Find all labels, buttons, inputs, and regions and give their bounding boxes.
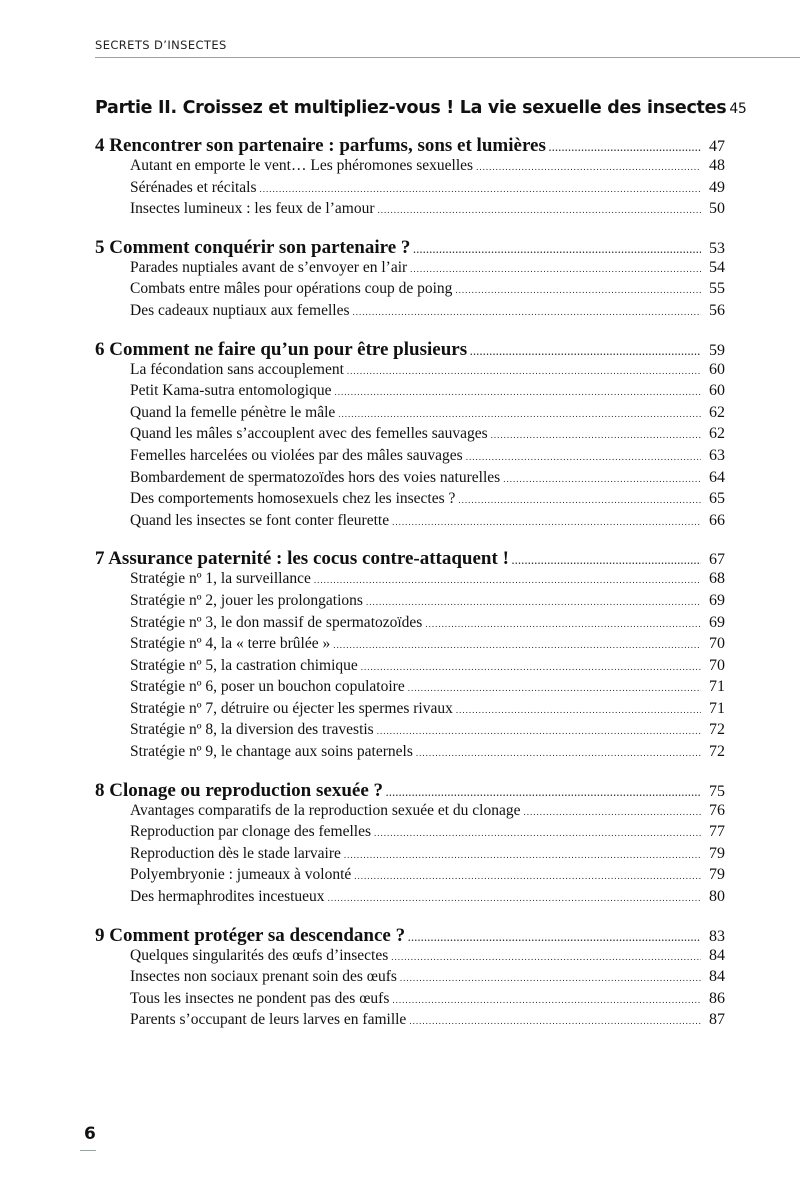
toc-entry-page: 62 (709, 403, 725, 421)
toc-entry-title: Reproduction dès le stade larvaire (130, 844, 341, 862)
toc-entry-page: 56 (709, 301, 725, 319)
toc-entry-title: Quand la femelle pénètre le mâle (130, 403, 336, 421)
dot-leader (455, 285, 701, 295)
toc-entry-page: 72 (709, 721, 725, 739)
page-number: 6 (84, 1124, 96, 1144)
toc-entry-title: Quand les insectes se font conter fleurette (130, 511, 390, 529)
toc-entry-page: 71 (709, 678, 725, 696)
toc-entry (95, 425, 725, 447)
toc-entry (95, 700, 725, 722)
toc-entry-title: Femelles harcelées ou violées par des mâles sauvages (130, 446, 463, 464)
toc-entry-title: Avantages comparatifs de la reproduction sexuée et du clonage (130, 801, 521, 819)
toc-entry (95, 570, 725, 592)
dot-leader (353, 307, 702, 317)
toc-entry-title: Stratégie nº 2, jouer les prolongations (130, 591, 363, 609)
toc-entry-page: 84 (709, 968, 725, 986)
dot-leader (354, 871, 701, 881)
toc-entry-page: 62 (709, 425, 725, 443)
toc-entry (95, 302, 725, 324)
toc-chapter-title: 4 Rencontrer son partenaire : parfums, sons et lumières (95, 135, 546, 156)
toc-entry-page: 84 (709, 946, 725, 964)
dot-leader (476, 162, 701, 172)
dot-leader (391, 952, 701, 962)
dot-leader (334, 387, 701, 397)
toc-entry (95, 259, 725, 281)
toc-entry-title: Bombardement de spermatozoïdes hors des voies naturelles (130, 468, 501, 486)
toc-entry-title: Quand les mâles s’accouplent avec des femelles sauvages (130, 425, 488, 443)
header-rule (95, 57, 800, 58)
toc-chapter (95, 237, 725, 259)
dot-leader (344, 850, 701, 860)
dot-leader (408, 683, 701, 693)
toc-chapter (95, 135, 725, 157)
dot-leader (466, 452, 701, 462)
toc-entry (95, 888, 725, 910)
toc-entry-title: Sérénades et récitals (130, 178, 257, 196)
toc-entry-page: 71 (709, 699, 725, 717)
toc-entry (95, 592, 725, 614)
toc-chapter-page: 83 (709, 927, 725, 945)
toc-entry (95, 469, 725, 491)
toc-entry (95, 490, 725, 512)
toc-entry-title: Des comportements homosexuels chez les insectes ? (130, 490, 456, 508)
toc-chapter-title: 5 Comment conquérir son partenaire ? (95, 236, 411, 258)
toc-entry-page: 70 (709, 635, 725, 653)
toc-entry-page: 69 (709, 613, 725, 631)
toc-part-heading (95, 98, 747, 124)
toc-entry-page: 80 (709, 888, 725, 906)
toc-entry-title: Stratégie nº 6, poser un bouchon copulatoire (130, 678, 405, 696)
toc-chapter-page: 75 (709, 782, 725, 800)
toc-entry-page: 48 (709, 157, 725, 174)
toc-entry-title: Quelques singularités des œufs d’insectes (130, 946, 389, 964)
toc-entry-title: Polyembryonie : jumeaux à volonté (130, 866, 352, 884)
dot-leader (366, 597, 701, 607)
toc-chapter-title: 8 Clonage ou reproduction sexuée ? (95, 779, 383, 801)
dot-leader (347, 366, 701, 376)
toc-entry-page: 86 (709, 989, 725, 1007)
toc-entry (95, 200, 725, 222)
toc-entry (95, 512, 725, 534)
dot-leader (491, 430, 701, 440)
dot-leader (524, 807, 702, 817)
toc-chapter (95, 548, 725, 570)
dot-leader (408, 933, 701, 943)
table-of-contents (95, 98, 747, 1033)
dot-leader (333, 640, 701, 650)
dot-leader (374, 828, 701, 838)
running-head: SECRETS D’INSECTES (95, 38, 227, 52)
dot-leader (377, 205, 701, 215)
toc-chapter-title: 6 Comment ne faire qu’un pour être plusieurs (95, 338, 468, 360)
dot-leader (503, 474, 701, 484)
toc-entry-title: Parades nuptiales avant de s’envoyer en l’air (130, 258, 408, 276)
toc-entry-page: 65 (709, 490, 725, 508)
toc-entry-page: 54 (709, 258, 725, 276)
dot-leader (410, 264, 701, 274)
toc-chapter-title: 9 Comment protéger sa descendance ? (95, 924, 406, 946)
toc-entry-title: Stratégie nº 8, la diversion des travestis (130, 721, 374, 739)
toc-entry-title: Stratégie nº 5, la castration chimique (130, 656, 358, 674)
toc-entry-page: 76 (709, 801, 725, 819)
toc-entry-page: 79 (709, 866, 725, 884)
toc-entry (95, 280, 725, 302)
dot-leader (392, 995, 701, 1005)
toc-entry-page: 50 (709, 200, 725, 218)
toc-entry-title: Des hermaphrodites incestueux (130, 888, 325, 906)
toc-entry-title: Tous les insectes ne pondent pas des œufs (130, 989, 390, 1007)
toc-entry-title: Stratégie nº 9, le chantage aux soins paternels (130, 743, 413, 761)
dot-leader (409, 1016, 701, 1026)
toc-entry (95, 866, 725, 888)
dot-leader (425, 619, 701, 629)
toc-entry-page: 63 (709, 446, 725, 464)
toc-entry-page: 66 (709, 511, 725, 529)
toc-entry-title: Petit Kama-sutra entomologique (130, 382, 332, 400)
toc-entry (95, 968, 725, 990)
toc-entry-page: 55 (709, 280, 725, 298)
chapter-list (95, 135, 725, 1033)
dot-leader (392, 517, 701, 527)
dot-leader (470, 347, 701, 357)
dot-leader (400, 973, 701, 983)
toc-entry (95, 404, 725, 426)
toc-entry-title: Parents s’occupant de leurs larves en famille (130, 1011, 407, 1029)
dot-leader (328, 893, 701, 903)
toc-entry (95, 361, 725, 383)
toc-entry-title: Stratégie nº 4, la « terre brûlée » (130, 635, 331, 653)
toc-entry-title: Stratégie nº 7, détruire ou éjecter les spermes rivaux (130, 699, 453, 717)
toc-entry-title: Stratégie nº 3, le don massif de spermatozoïdes (130, 613, 423, 631)
toc-chapter-page: 67 (709, 551, 725, 569)
toc-entry-title: Stratégie nº 1, la surveillance (130, 570, 311, 588)
toc-chapter (95, 780, 725, 802)
toc-entry-page: 72 (709, 743, 725, 761)
toc-entry-page: 70 (709, 656, 725, 674)
toc-entry (95, 179, 725, 201)
toc-entry-page: 60 (709, 382, 725, 400)
toc-entry (95, 802, 725, 824)
toc-entry (95, 635, 725, 657)
toc-chapter (95, 339, 725, 361)
dot-leader (512, 556, 701, 566)
toc-entry (95, 721, 725, 743)
toc-entry (95, 823, 725, 845)
toc-chapter-page: 59 (709, 341, 725, 359)
dot-leader (549, 143, 701, 153)
part-title: Partie II. Croissez et multipliez-vous ! La vie sexuelle des insectes (95, 98, 727, 118)
dot-leader (377, 726, 701, 736)
toc-entry-page: 60 (709, 360, 725, 378)
part-page: 45 (729, 101, 747, 117)
dot-leader (386, 788, 701, 798)
dot-leader (458, 495, 701, 505)
toc-entry (95, 743, 725, 765)
toc-entry-title: Reproduction par clonage des femelles (130, 823, 372, 841)
dot-leader (260, 184, 701, 194)
dot-leader (413, 245, 701, 255)
toc-entry (95, 990, 725, 1012)
toc-chapter (95, 925, 725, 947)
footer-rule (80, 1150, 96, 1151)
toc-entry-page: 49 (709, 178, 725, 196)
toc-entry-page: 68 (709, 570, 725, 588)
toc-entry-page: 79 (709, 844, 725, 862)
toc-entry (95, 1011, 725, 1033)
dot-leader (456, 705, 701, 715)
toc-entry-title: Des cadeaux nuptiaux aux femelles (130, 301, 350, 319)
toc-entry (95, 614, 725, 636)
toc-entry (95, 678, 725, 700)
toc-entry-page: 77 (709, 823, 725, 841)
toc-entry-title: Insectes non sociaux prenant soin des œufs (130, 968, 397, 986)
toc-entry-page: 69 (709, 591, 725, 609)
toc-entry-page: 87 (709, 1011, 725, 1029)
toc-chapter-page: 47 (709, 138, 725, 155)
toc-chapter-title: 7 Assurance paternité : les cocus contre-attaquent ! (95, 548, 509, 570)
dot-leader (416, 748, 701, 758)
dot-leader (338, 409, 701, 419)
toc-entry-page: 64 (709, 468, 725, 486)
toc-entry (95, 447, 725, 469)
toc-entry (95, 947, 725, 969)
toc-entry-title: Combats entre mâles pour opérations coup de poing (130, 280, 453, 298)
dot-leader (361, 662, 701, 672)
toc-entry (95, 845, 725, 867)
toc-chapter-page: 53 (709, 239, 725, 257)
dot-leader (314, 575, 701, 585)
toc-entry (95, 657, 725, 679)
toc-entry-title: La fécondation sans accouplement (130, 360, 344, 378)
toc-entry-title: Autant en emporte le vent… Les phéromones sexuelles (130, 157, 474, 174)
toc-entry-title: Insectes lumineux : les feux de l’amour (130, 200, 375, 218)
toc-entry (95, 157, 725, 179)
toc-entry (95, 382, 725, 404)
